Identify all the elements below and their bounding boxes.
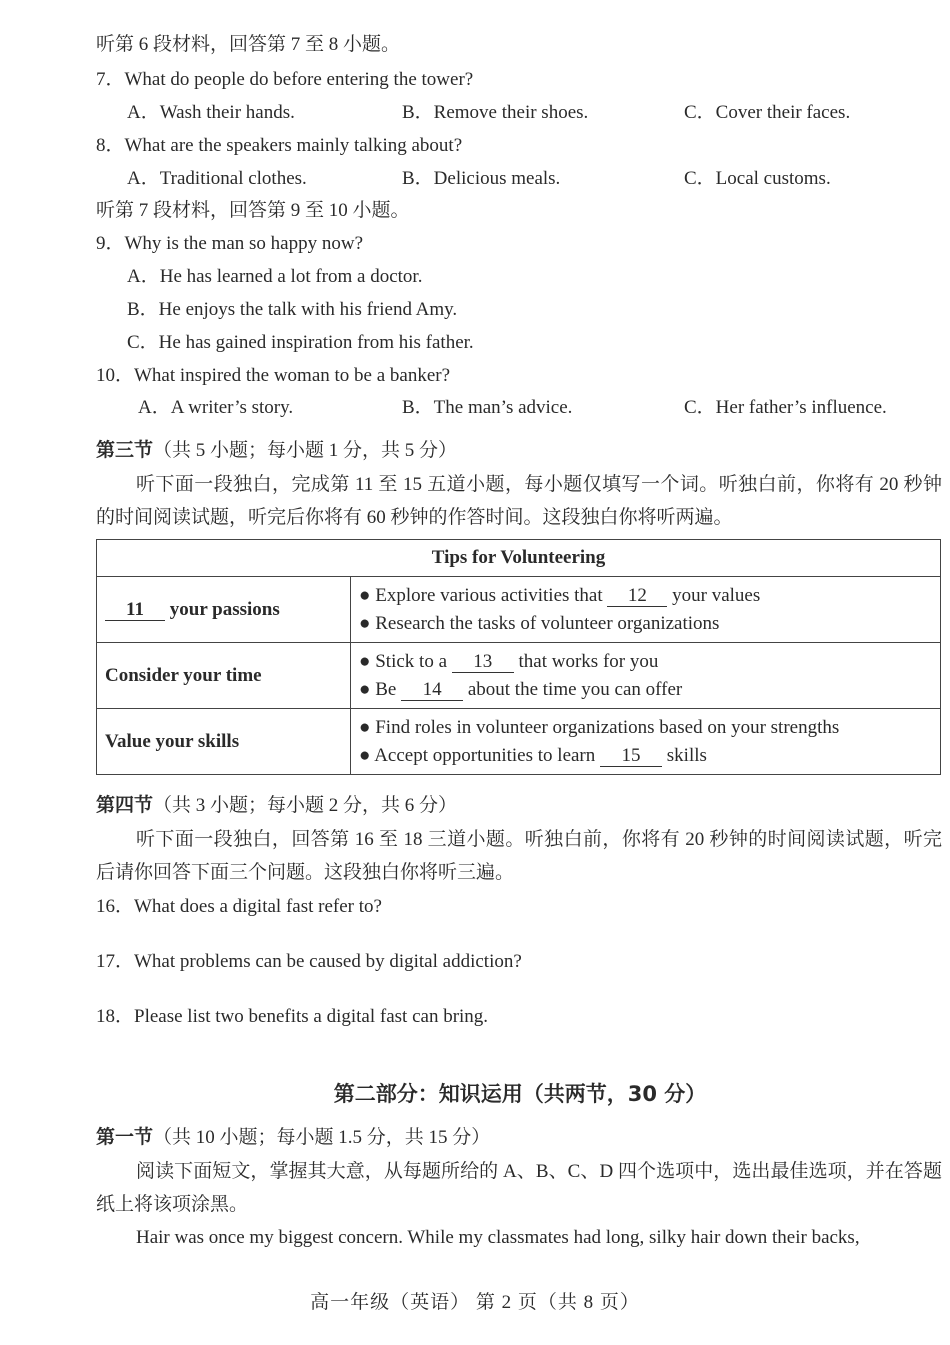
row1-bullet-2 — [359, 610, 932, 638]
q8-option-b: B．Delicious meals. — [402, 168, 561, 189]
passage-first-line: Hair was once my biggest concern. While my classmates had long, silky hair down their backs, — [136, 1227, 860, 1248]
section3-header — [96, 439, 457, 463]
bullet-icon: ● — [359, 744, 371, 766]
row2-bullet-1 — [359, 648, 932, 676]
bullet-text: Accept opportunities to learn — [374, 744, 596, 766]
question-10-stem: 10．What inspired the woman to be a banker? — [96, 365, 451, 386]
part2-section1-header — [96, 1126, 490, 1150]
page-footer: 高一年级（英语） 第 2 页（共 8 页） — [310, 1292, 640, 1313]
tips-table — [96, 539, 941, 775]
row2-label: Consider your time — [97, 643, 351, 709]
part2-section1-subtitle: （共 10 小题；每小题 1.5 分，共 15 分） — [153, 1127, 491, 1148]
answer-blank-12[interactable]: 12 — [607, 586, 667, 607]
tips-table-heading: Tips for Volunteering — [97, 540, 941, 577]
question-8-stem: 8．What are the speakers mainly talking about? — [96, 135, 463, 156]
bullet-text: about the time you can offer — [467, 678, 683, 700]
table-row — [97, 709, 941, 775]
section4-header — [96, 794, 457, 818]
q9-option-c: C．He has gained inspiration from his father. — [127, 332, 474, 353]
bullet-text: Research the tasks of volunteer organizations — [375, 612, 720, 634]
bullet-text: that works for you — [518, 650, 659, 672]
row2-tips-cell — [351, 643, 941, 709]
part2-section1-title: 第一节 — [96, 1127, 154, 1148]
bullet-text: your values — [672, 584, 761, 606]
q7-option-c: C．Cover their faces. — [684, 102, 851, 123]
section4-instructions: 听下面一段独白，回答第 16 至 18 三道小题。听独白前，你将有 20 秒钟的时间阅读试题，听完后请你回答下面三个问题。这段独白你将听三遍。 — [96, 829, 942, 883]
part2-heading: 第二部分：知识运用（共两节，30 分） — [333, 1082, 707, 1106]
table-row — [97, 577, 941, 643]
row3-tips-cell — [351, 709, 941, 775]
question-16: 16．What does a digital fast refer to? — [96, 896, 382, 917]
bullet-icon: ● — [359, 716, 371, 738]
section3-instructions: 听下面一段独白，完成第 11 至 15 五道小题，每小题仅填写一个词。听独白前，你将有 20 秒钟的时间阅读试题，听完后你将有 60 秒钟的作答时间。这段独白你将听两遍。 — [96, 474, 942, 528]
question-17: 17．What problems can be caused by digital addiction? — [96, 951, 522, 972]
row2-bullet-2 — [359, 676, 932, 704]
section3-subtitle: （共 5 小题；每小题 1 分，共 5 分） — [153, 440, 458, 461]
answer-blank-13[interactable]: 13 — [452, 652, 514, 673]
section3-title: 第三节 — [96, 440, 154, 461]
bullet-icon: ● — [359, 584, 371, 606]
bullet-text: Be — [375, 678, 397, 700]
bullet-text: Explore various activities that — [375, 584, 603, 606]
table-row — [97, 643, 941, 709]
bullet-icon: ● — [359, 612, 371, 634]
q9-option-a: A．He has learned a lot from a doctor. — [127, 266, 423, 287]
row3-bullet-2 — [359, 742, 932, 770]
row1-label-cell — [97, 577, 351, 643]
q10-option-a: A．A writer’s story. — [138, 397, 294, 418]
bullet-text: skills — [666, 744, 707, 766]
q9-option-b: B．He enjoys the talk with his friend Amy. — [127, 299, 458, 320]
material7-intro: 听第 7 段材料，回答第 9 至 10 小题。 — [96, 200, 410, 221]
q10-option-c: C．Her father’s influence. — [684, 397, 887, 418]
row3-label: Value your skills — [97, 709, 351, 775]
q8-option-a: A．Traditional clothes. — [127, 168, 307, 189]
question-18: 18．Please list two benefits a digital fast can bring. — [96, 1006, 489, 1027]
material6-intro: 听第 6 段材料，回答第 7 至 8 小题。 — [96, 34, 401, 55]
q10-option-b: B．The man’s advice. — [402, 397, 573, 418]
bullet-icon: ● — [359, 678, 371, 700]
q7-option-a: A．Wash their hands. — [127, 102, 295, 123]
bullet-icon: ● — [359, 650, 371, 672]
q7-option-b: B．Remove their shoes. — [402, 102, 589, 123]
q8-option-c: C．Local customs. — [684, 168, 831, 189]
row1-label: your passions — [169, 598, 280, 620]
answer-blank-15[interactable]: 15 — [600, 746, 662, 767]
row1-bullet-1 — [359, 582, 932, 610]
question-7-stem: 7．What do people do before entering the tower? — [96, 69, 474, 90]
bullet-text: Find roles in volunteer organizations based on your strengths — [375, 716, 840, 738]
section4-subtitle: （共 3 小题；每小题 2 分，共 6 分） — [153, 795, 458, 816]
bullet-text: Stick to a — [375, 650, 448, 672]
answer-blank-14[interactable]: 14 — [401, 680, 463, 701]
answer-blank-11[interactable]: 11 — [105, 600, 165, 621]
row1-tips-cell — [351, 577, 941, 643]
section4-title: 第四节 — [96, 795, 154, 816]
row3-bullet-1 — [359, 714, 932, 742]
question-9-stem: 9．Why is the man so happy now? — [96, 233, 364, 254]
part2-instructions: 阅读下面短文，掌握其大意，从每题所给的 A、B、C、D 四个选项中，选出最佳选项，并在答题纸上将该项涂黑。 — [96, 1161, 942, 1215]
